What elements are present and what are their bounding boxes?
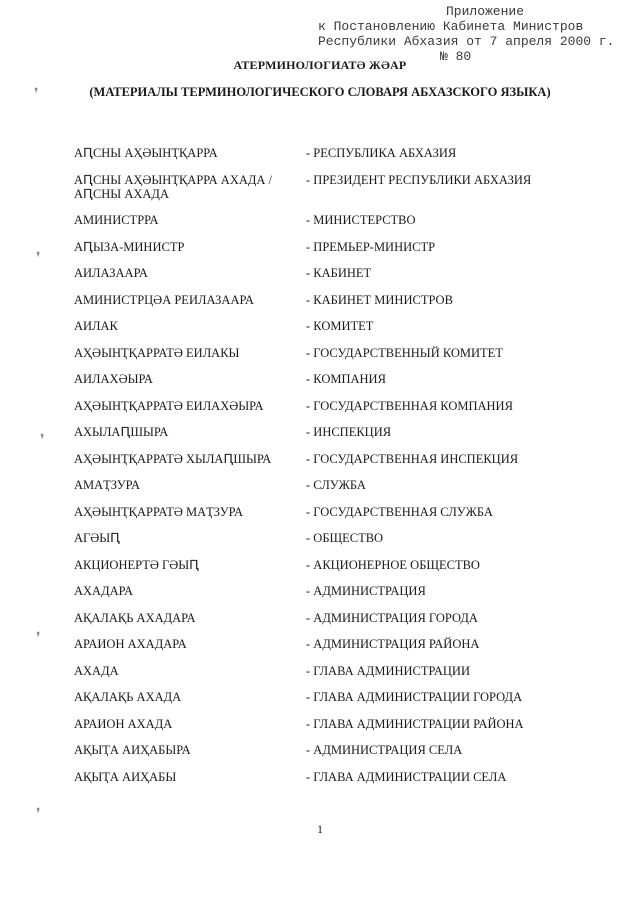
russian-term: - ГЛАВА АДМИНИСТРАЦИИ ГОРОДА [306,690,523,704]
stamp-line: Приложение [446,4,525,19]
russian-term: - РЕСПУБЛИКА АБХАЗИЯ [306,146,457,160]
russian-term: - ГОСУДАРСТВЕННЫЙ КОМИТЕТ [306,345,503,360]
term-row [74,399,594,413]
abkhaz-term: АҚЫҬА АИҲАБЫРА [74,743,191,757]
russian-term: - ГОСУДАРСТВЕННАЯ ИНСПЕКЦИЯ [306,451,519,466]
scan-speck: ❜ [36,251,41,266]
abkhaz-term: АХАДА [74,663,119,678]
russian-term: - КОМПАНИЯ [306,372,386,386]
russian-term: - КОМИТЕТ [306,319,374,333]
russian-term: - МИНИСТЕРСТВО [306,213,416,227]
abkhaz-term: АҲӘЫНҬҚАРРАТӘ ЕИЛАКЫ [74,345,240,360]
document-subtitle: (МАТЕРИАЛЫ ТЕРМИНОЛОГИЧЕСКОГО СЛОВАРЯ АБХАЗСКОГО ЯЗЫКА) [89,85,551,99]
russian-term: - АДМИНИСТРАЦИЯ РАЙОНА [306,637,480,651]
term-row [74,584,594,598]
abkhaz-term: АҲӘЫНҬҚАРРАТӘ ЕИЛАХӘЫРА [74,398,264,413]
term-row [74,664,594,678]
term-row [74,173,594,201]
scan-speck: ❜ [36,807,41,822]
russian-term: - ГОСУДАРСТВЕННАЯ СЛУЖБА [306,504,493,519]
abkhaz-term: АГӘЫԤ [74,531,121,545]
term-row [74,770,594,784]
term-row [74,478,594,492]
term-row [74,505,594,519]
term-row [74,637,594,651]
abkhaz-term: АМИНИСТРРА [74,213,159,227]
abkhaz-term: АХАДАРА [74,584,134,598]
term-row [74,611,594,625]
russian-term: - АДМИНИСТРАЦИЯ СЕЛА [306,743,463,757]
abkhaz-term: АРАИОН АХАДАРА [74,637,187,651]
term-row [74,293,594,307]
term-row [74,425,594,439]
russian-term: - АКЦИОНЕРНОЕ ОБЩЕСТВО [306,557,480,572]
term-row [74,558,594,572]
russian-term: - ПРЕЗИДЕНТ РЕСПУБЛИКИ АБХАЗИЯ [306,172,532,187]
term-row [74,531,594,545]
abkhaz-term: АԤСНЫ АҲӘЫНҬҚАРРА [74,146,218,160]
abkhaz-term: АИЛАК [74,319,118,333]
term-row [74,452,594,466]
stamp-line: № 80 [440,49,472,64]
abkhaz-term: АХЫЛАԤШЫРА [74,425,169,439]
stamp-line: к Постановлению Кабинета Министров [318,19,584,34]
russian-term: - ГОСУДАРСТВЕННАЯ КОМПАНИЯ [306,398,513,413]
term-row [74,743,594,757]
abkhaz-term: АԤСНЫ АҲӘЫНҬҚАРРА АХАДА / АԤСНЫ АХАДА [74,172,273,201]
term-row [74,717,594,731]
russian-term: - ПРЕМЬЕР-МИНИСТР [306,239,436,254]
abkhaz-term: АҲӘЫНҬҚАРРАТӘ МАҬЗУРА [74,504,243,519]
term-row [74,346,594,360]
scan-speck: ❜ [34,87,39,102]
attachment-stamp [318,4,634,64]
document-title: АТЕРМИНОЛОГИАТӘ ЖӘАР [233,58,407,72]
term-row [74,146,594,160]
abkhaz-term: АМИНИСТРЦӘА РЕИЛАЗААРА [74,292,254,307]
term-row [74,690,594,704]
term-row [74,213,594,227]
russian-term: - КАБИНЕТ [306,266,372,280]
russian-term: - ГЛАВА АДМИНИСТРАЦИИ СЕЛА [306,769,507,784]
abkhaz-term: АИЛАЗААРА [74,266,148,280]
abkhaz-term: АИЛАХӘЫРА [74,372,153,386]
abkhaz-term: АҚЫҬА АИҲАБЫ [74,769,177,784]
abkhaz-term: АҚАЛАҚЬ АХАДАРА [74,610,196,625]
term-row [74,372,594,386]
russian-term: - АДМИНИСТРАЦИЯ ГОРОДА [306,610,478,625]
russian-term: - ГЛАВА АДМИНИСТРАЦИИ [306,663,470,678]
abkhaz-term: АКЦИОНЕРТӘ ГӘЫԤ [74,557,200,572]
scan-speck: ❜ [36,631,41,646]
term-row [74,319,594,333]
russian-term: - АДМИНИСТРАЦИЯ [306,584,426,598]
page-number: 1 [317,822,323,836]
abkhaz-term: АҲӘЫНҬҚАРРАТӘ ХЫЛАԤШЫРА [74,451,272,466]
scan-speck: ❜ [40,433,45,448]
abkhaz-term: АҚАЛАҚЬ АХАДА [74,690,182,704]
russian-term: - ОБЩЕСТВО [306,531,384,545]
russian-term: - ГЛАВА АДМИНИСТРАЦИИ РАЙОНА [306,716,524,731]
term-row [74,266,594,280]
term-list [74,146,594,796]
abkhaz-term: АԤЫЗА-МИНИСТР [74,239,185,254]
russian-term: - ИНСПЕКЦИЯ [306,425,392,439]
russian-term: - СЛУЖБА [306,478,366,492]
term-row [74,240,594,254]
abkhaz-term: АРАИОН АХАДА [74,716,173,731]
russian-term: - КАБИНЕТ МИНИСТРОВ [306,292,453,307]
stamp-line: Республики Абхазия от 7 апреля 2000 г. [318,34,615,49]
abkhaz-term: АМАҬЗУРА [74,478,140,492]
